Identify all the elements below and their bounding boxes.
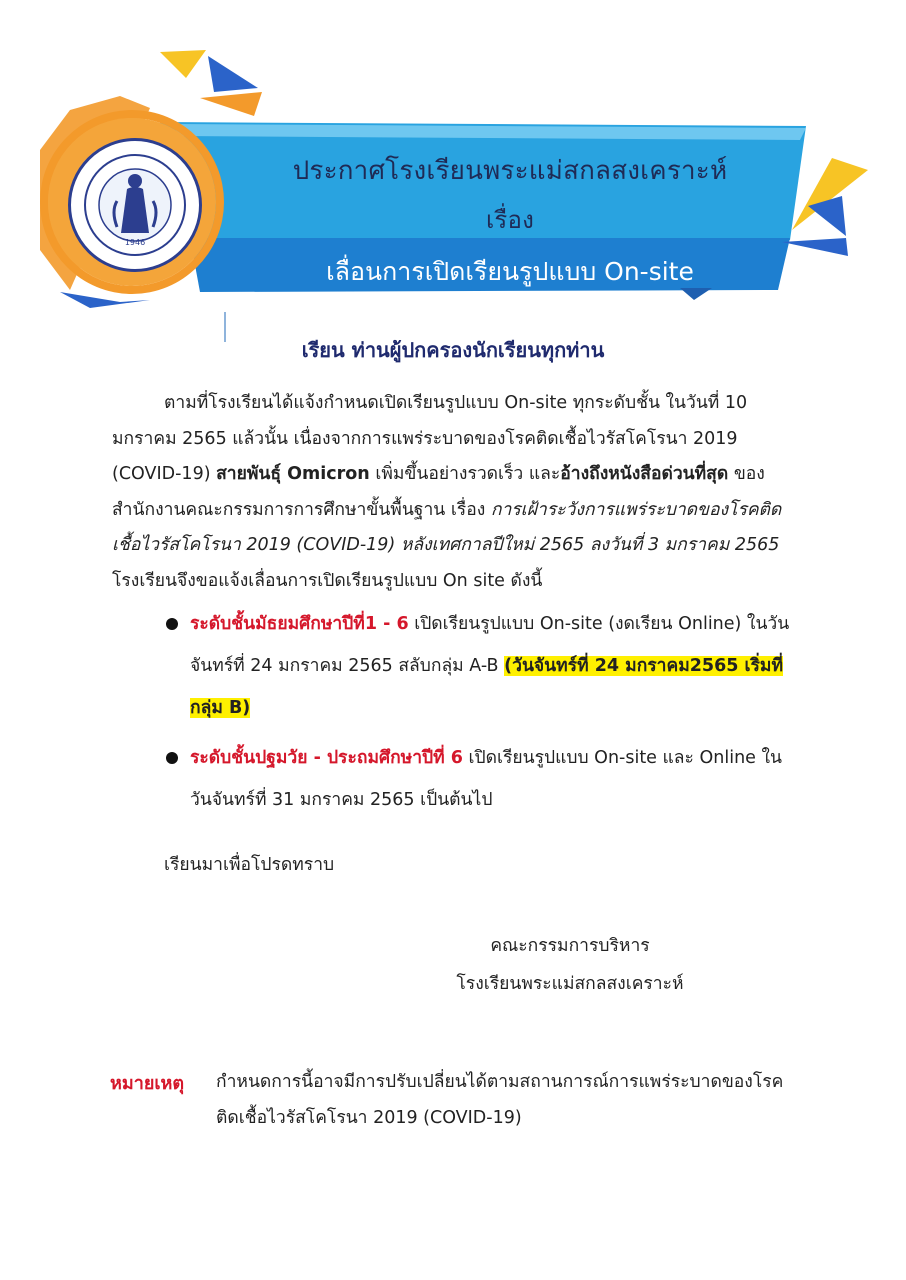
note-text: กำหนดการนี้อาจมีการปรับเปลี่ยนได้ตามสถานการณ์การแพร่ระบาดของโรคติดเชื้อไวรัสโคโรนา 2019 (COVID-19) [216, 1072, 784, 1128]
orange-triangle-shape [200, 92, 262, 116]
highlight-note: (วันจันทร์ที่ 24 มกราคม2565 เริ่มที่กลุ่ม B) [190, 656, 784, 718]
svg-text:1946: 1946 [124, 238, 146, 247]
bullet-label: ระดับชั้นปฐมวัย - ประถมศึกษาปีที่ 6 [190, 748, 463, 768]
school-logo [68, 138, 202, 272]
main-paragraph [112, 386, 800, 599]
bullet-text: เปิดเรียนรูปแบบ On-site และ Online ในวันจันทร์ที่ 31 มกราคม 2565 เป็นต้นไป [190, 748, 783, 810]
paragraph-text: เพิ่มขึ้นอย่างรวดเร็ว และ [375, 464, 561, 484]
banner-subject-label: เรื่อง [485, 206, 535, 234]
salutation: เรียน ท่านผู้ปกครองนักเรียนทุกท่าน [301, 338, 605, 362]
yellow-triangle-shape [160, 50, 206, 78]
bullet-label: ระดับชั้นมัธยมศึกษาปีที่1 - 6 [190, 614, 409, 634]
paragraph-text: โรงเรียนจึงขอแจ้งเลื่อนการเปิดเรียนรูปแบบ On site ดังนี้ [112, 570, 543, 591]
paragraph-text: ของสำนักงานคณะกรรมการการศึกษาขั้นพื้นฐาน เรื่อง [112, 464, 765, 520]
reference-title: การเฝ้าระวังการแพร่ระบาดของโรคติดเชื้อไวรัสโคโรนา 2019 (COVID-19) หลังเทศกาลปีใหม่ 2565 ลงวันที่ 3 มกราคม 2565 [112, 499, 782, 555]
signer-title: คณะกรรมการบริหาร [490, 936, 650, 956]
blue-triangle-shape [208, 56, 258, 92]
bullet-icon [166, 752, 178, 764]
closing-text: เรียนมาเพื่อโปรดทราบ [164, 855, 335, 875]
signer-school: โรงเรียนพระแม่สกลสงเคราะห์ [456, 974, 684, 994]
blue-right-triangle-shape [782, 238, 848, 256]
urgent-reference: อ้างถึงหนังสือด่วนที่สุด [560, 464, 729, 484]
note-label: หมายเหตุ [110, 1073, 185, 1094]
banner-subject: เลื่อนการเปิดเรียนรูปแบบ On-site [326, 257, 694, 286]
bullet-text: เปิดเรียนรูปแบบ On-site (งดเรียน Online) ในวันจันทร์ที่ 24 มกราคม 2565 สลับกลุ่ม A-B [190, 614, 790, 676]
header-banner [0, 0, 906, 320]
list-item [190, 603, 802, 729]
bullet-icon [166, 618, 178, 630]
paragraph-text: ตามที่โรงเรียนได้แจ้งกำหนดเปิดเรียนรูปแบบ On-site ทุกระดับชั้น ในวันที่ 10 มกราคม 2565 แล้วนั้น เนื่องจากการแพร่ระบาดของโรคติดเชื้อไวรัสโคโรนา 2019 (COVID-19) [112, 393, 748, 484]
banner-title: ประกาศโรงเรียนพระแม่สกลสงเคราะห์ [292, 156, 728, 186]
variant-name: สายพันธุ์ Omicron [216, 464, 370, 484]
madonna-emblem-icon [71, 141, 199, 269]
list-item [190, 737, 802, 821]
